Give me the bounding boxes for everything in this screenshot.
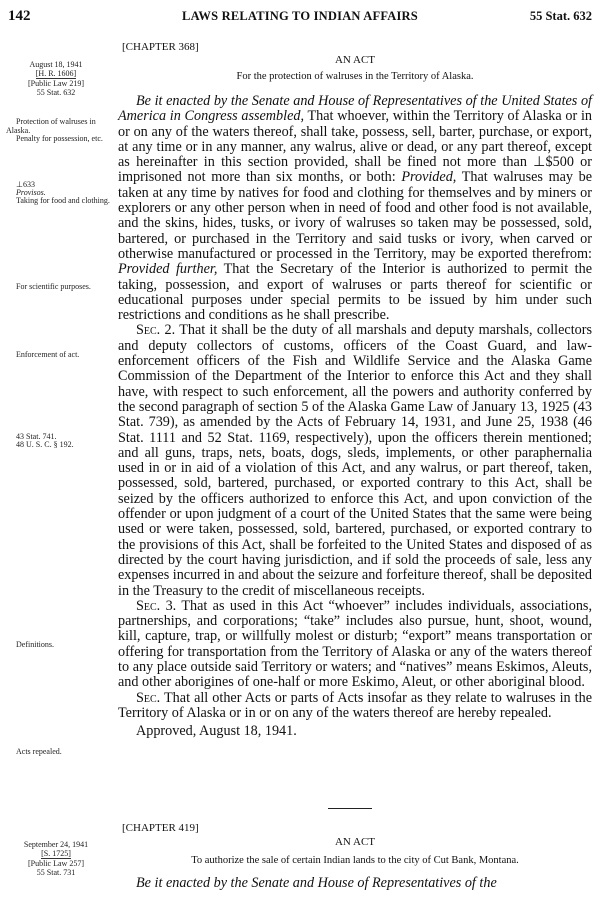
chapter-419-label: [CHAPTER 419] <box>122 822 199 834</box>
enacting-paragraph <box>118 94 592 323</box>
sidenote-protection: Protection of walruses in Alaska. <box>6 117 96 135</box>
section-3-text: That as used in this Act “whoever” includes individuals, associations, partnerships, and corporations; “take” includes also pursue, hunt, shoot, wound, kill, capture, trap, or willfully molest or disturb; “export” means transportation or offering for transportation from the Territory of Alaska or any of the waters thereof to any place outside said Territory or waters; and “natives” means Eskimos, Aleuts, and other aborigines of one-half or more Eskimo, Aleut, or other aboriginal blood. <box>118 597 593 691</box>
chapter-419-body <box>118 876 592 891</box>
sidenote-scientific: For scientific purposes. <box>16 282 91 291</box>
enacting-clause: Be it enacted by the Senate and House of Representatives of the United States of America in Congress assembled, <box>118 93 592 125</box>
section-3-paragraph <box>118 599 592 691</box>
chapter-368-act-label: AN ACT <box>334 54 376 66</box>
section-3-label: Sec. 3. <box>136 597 177 614</box>
statute-reference: 55 Stat. 632 <box>529 9 592 23</box>
provisos-label: Provisos. <box>16 188 46 197</box>
chapter-368-purpose: For the protection of walruses in the Territory of Alaska. <box>236 71 474 82</box>
sidenote-enforcement: Enforcement of act. <box>16 350 80 359</box>
sidenote-food: Taking for food and clothing. <box>16 196 110 205</box>
chapter-419-act-label: AN ACT <box>334 836 376 848</box>
chapter-419-purpose: To authorize the sale of certain Indian lands to the city of Cut Bank, Montana. <box>191 855 519 866</box>
margin-bill: [H. R. 1606] <box>35 69 77 78</box>
page-title: LAWS RELATING TO INDIAN AFFAIRS <box>182 9 418 23</box>
section-4-paragraph <box>118 691 592 722</box>
section-1-text-c: That the Secretary of the Interior is authorized to permit the taking, possession, and export of walruses or parts thereof for scientific or educational purposes under special permits to be issued by him under such restrictions and conditions as he shall prescribe. <box>118 261 592 324</box>
provided-label: Provided, <box>401 169 457 186</box>
section-1-text-a: That whoever, within the Territory of Alaska or in or on any of the waters thereof, shall take, possess, sell, barter, purchase, or export, at any time or in any manner, any walrus, alive or dead, or any part thereof, except as hereinafter in this section provided, shall be fined not more than ⊥$500 or imprisoned not more than six months, or both: <box>118 108 592 186</box>
sidenote-definitions: Definitions. <box>16 640 54 649</box>
chapter-419-margin-block <box>0 840 112 877</box>
margin-bill: [S. 1725] <box>41 849 71 858</box>
section-1-text-b: That walruses may be taken at any time by natives for food and clothing for themselves and by miners or explorers or any other person when in need of food and other food is not available, and the skins, hides, tusks, or ivory of walruses so taken may be possessed, sold, bartered, or purchased in the Territory and said tusks or ivory, when carved or otherwise manufactured or processed in the Territory, may be exported therefrom: <box>118 169 592 262</box>
chapter-419-enacting-clause: Be it enacted by the Senate and House of Representatives of the <box>136 875 497 891</box>
sidenote-penalty: Penalty for possession, etc. <box>16 134 103 143</box>
margin-stat: 55 Stat. 632 <box>36 88 76 97</box>
chapter-368-label: [CHAPTER 368] <box>122 41 199 53</box>
chapter-368-margin-block <box>0 60 112 97</box>
approved-line: Approved, August 18, 1941. <box>136 723 297 740</box>
sidenote-stat-633: ⊥633 <box>16 180 35 189</box>
section-2-label: Sec. 2. <box>136 322 176 339</box>
section-2-paragraph <box>118 323 592 598</box>
margin-date: August 18, 1941 <box>29 60 83 69</box>
sidenote-43-stat: 43 Stat. 741. <box>16 432 57 441</box>
chapter-368-body <box>118 94 592 739</box>
margin-date: September 24, 1941 <box>23 840 89 849</box>
section-4-text: That all other Acts or parts of Acts insofar as they relate to walruses in the Territory of Alaska or in or on any of the waters thereof are hereby repealed. <box>118 689 592 721</box>
chapter-419-enacting-paragraph <box>118 876 592 891</box>
section-2-text: That it shall be the duty of all marshals and deputy marshals, collectors and deputy collectors of customs, officers of the Coast Guard, and law-enforcement officers of the Fish and Wildlife Service and the Alaska Game Commission of the Department of the Interior to enforce this Act and they shall have, with respect to such enforcement, all the powers and authority conferred by the second paragraph of section 5 of the Alaska Game Law of January 13, 1925 (43 Stat. 739), as amended by the Acts of February 14, 1931, and June 25, 1938 (46 Stat. 1111 and 52 Stat. 1169, respectively), upon the officers therein mentioned; and all guns, traps, nets, boats, dogs, sleds, implements, or other paraphernalia used in or in aid of a violation of this Act, and any walrus, or part thereof, taken, possessed, sold, bartered, purchased, or exported contrary to this Act, shall be seized by the officers authorized to enforce this Act, and upon conviction of the offender or upon judgment of a court of the United States that the same were being used or were taken, possessed, sold, bartered, purchased, or exported contrary to the provisions of this Act, shall be forfeited to the United States and disposed of as directed by the court having jurisdiction, and if sold the proceeds of sale, less any expenses incurred in and about the seizure and forfeiture thereof, shall be deposited in the Treasury to the credit of miscellaneous receipts. <box>118 322 592 599</box>
margin-stat: 55 Stat. 731 <box>36 868 76 877</box>
running-header <box>8 8 592 28</box>
sidenote-repealed: Acts repealed. <box>16 747 62 756</box>
margin-public-law: [Public Law 219] <box>28 79 84 88</box>
provided-further-label: Provided further, <box>118 261 218 278</box>
section-4-label: Sec. <box>136 689 161 706</box>
sidenote-usc: 48 U. S. C. § 192. <box>16 440 74 449</box>
chapter-divider <box>328 808 372 809</box>
margin-public-law: [Public Law 257] <box>28 859 84 868</box>
page-number: 142 <box>8 8 31 24</box>
